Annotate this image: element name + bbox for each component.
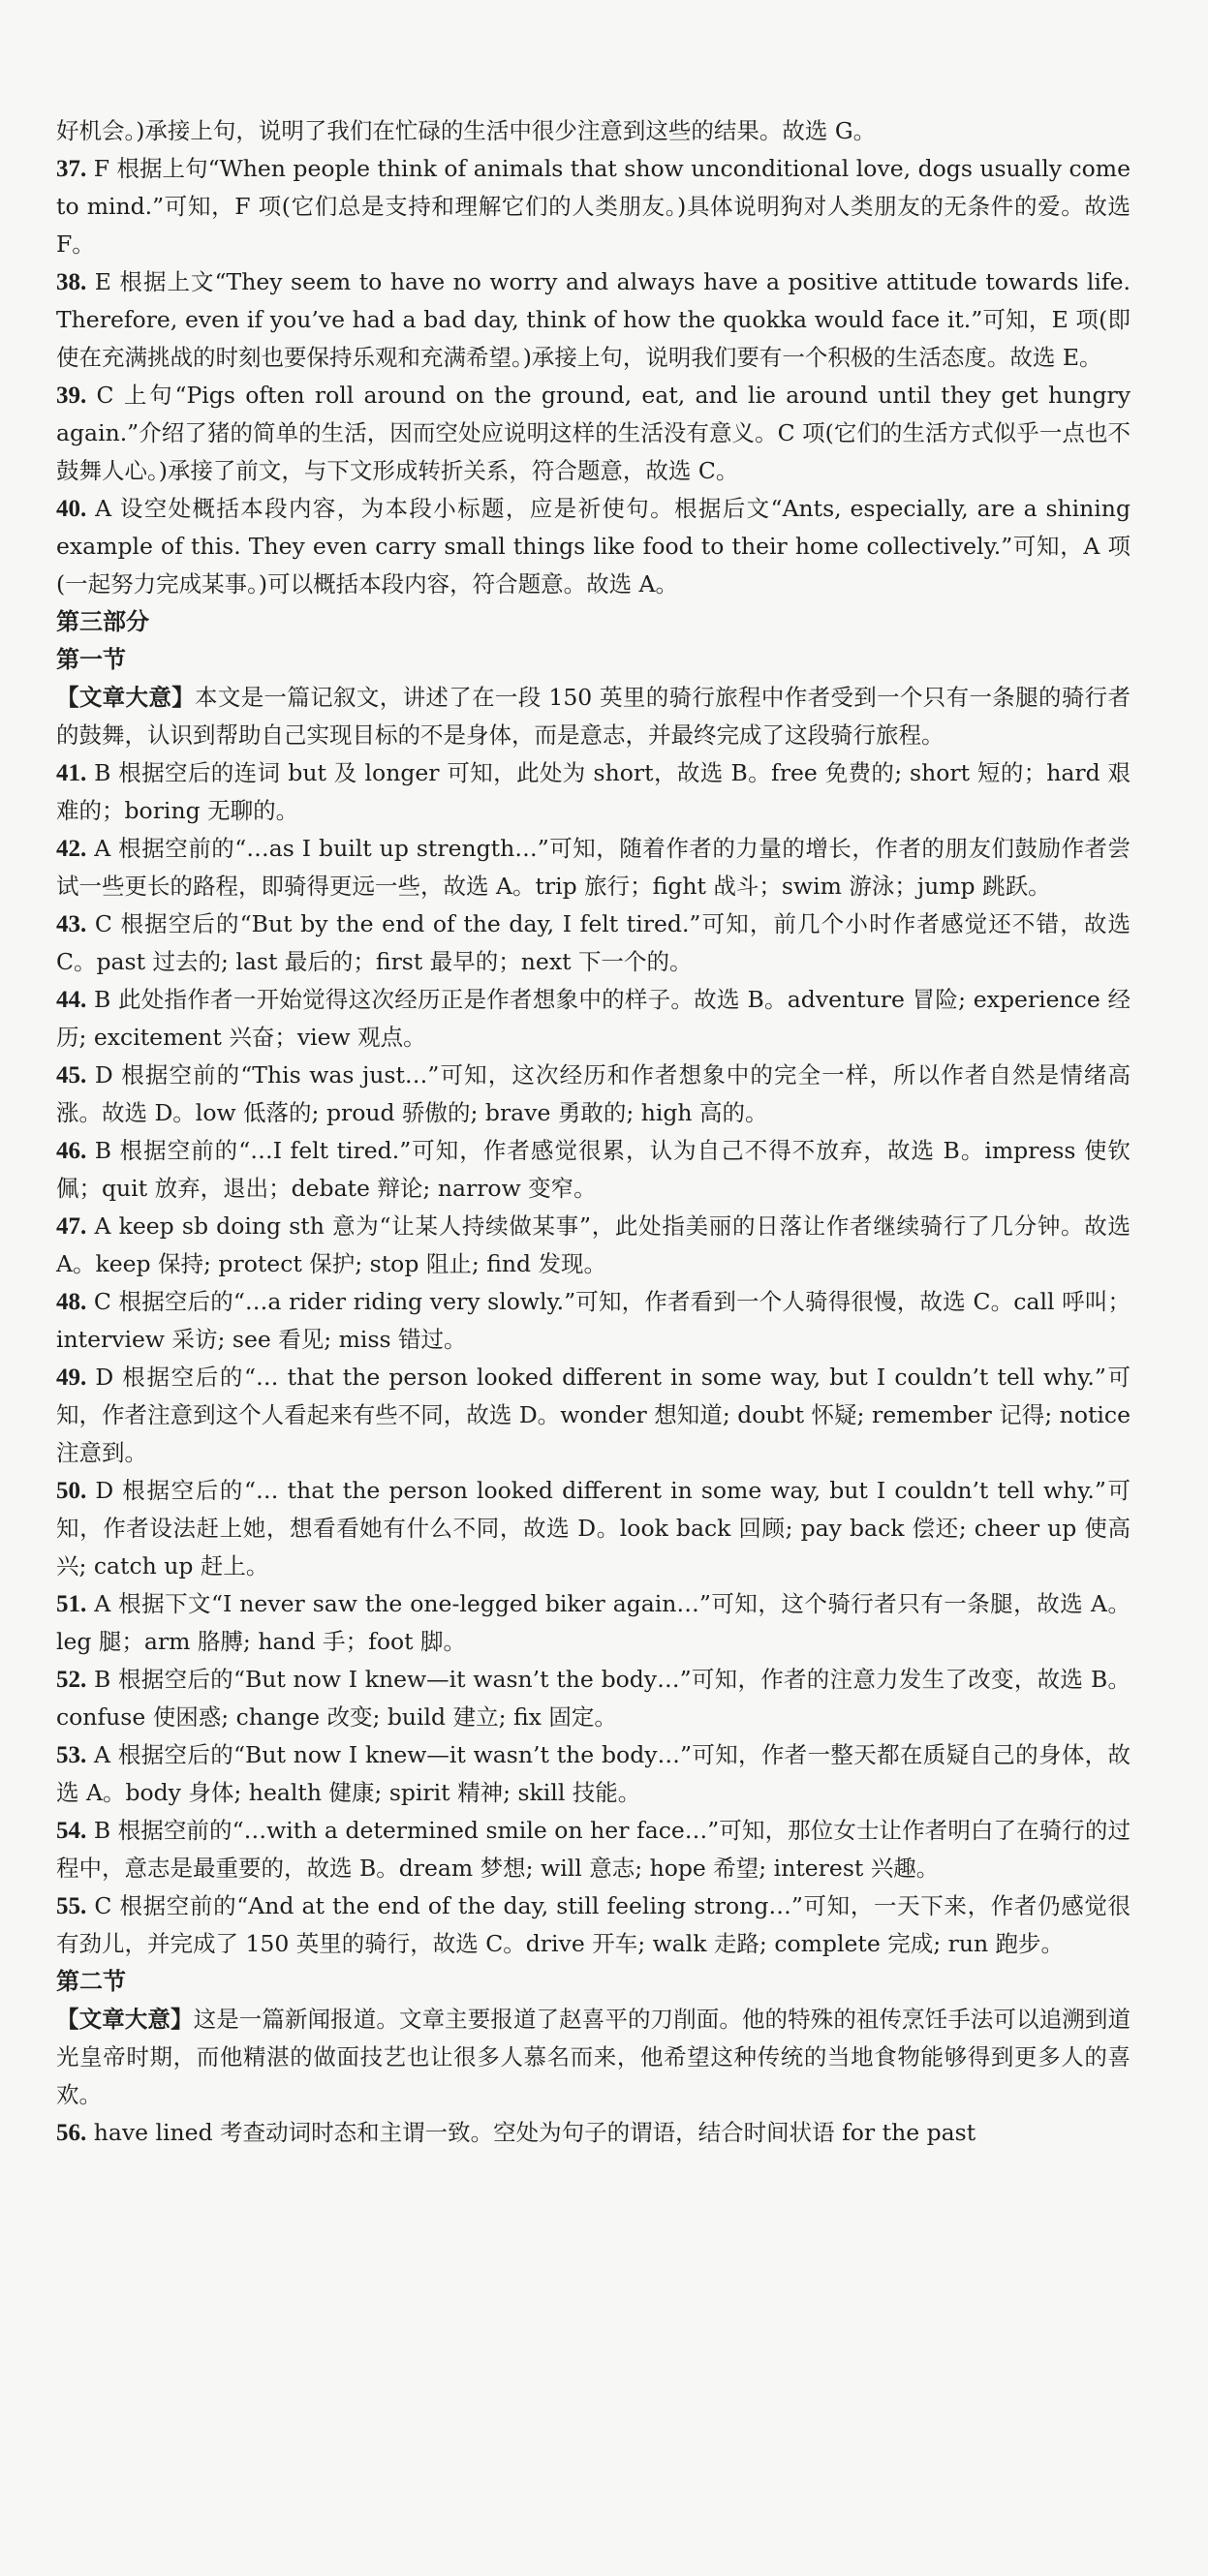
- item-number: 49.: [56, 1365, 87, 1391]
- item-number: 48.: [56, 1289, 87, 1315]
- answer-item: [56, 2114, 1131, 2152]
- answer-item: [56, 112, 1131, 150]
- item-number: 41.: [56, 760, 87, 786]
- item-number: 43.: [56, 911, 87, 937]
- section-heading: 第二节: [56, 1968, 126, 1995]
- answer-item: [56, 1208, 1131, 1283]
- item-text: B 根据空后的“But now I knew—it wasn’t the body…”可知，作者的注意力发生了改变，故选 B。confuse 使困惑; change 改变; build 建立; fix 固定。: [56, 1666, 1131, 1731]
- article-summary: [56, 679, 1131, 754]
- answer-item: [56, 490, 1131, 603]
- part-heading: 第三部分: [56, 608, 149, 635]
- item-number: 53.: [56, 1742, 87, 1768]
- item-text: F 根据上句“When people think of animals that show unconditional love, dogs usually come to mind.”可知，F 项(它们总是支持和理解它们的人类朋友。)具体说明狗对人类朋友的无条件的爱。故选 F。: [56, 155, 1131, 258]
- answer-item: [56, 1585, 1131, 1661]
- answer-item: [56, 1736, 1131, 1812]
- item-number: 50.: [56, 1478, 87, 1504]
- item-text: E 根据上文“They seem to have no worry and always have a positive attitude towards life. Therefore, even if you’ve had a bad day, think of how the quokka would face it.”可知，E 项(即使在充满挑战的时刻也要保持乐观和充满希望。)承接上句，说明我们要有一个积极的生活态度。故选 E。: [56, 268, 1131, 371]
- item-number: 52.: [56, 1667, 87, 1693]
- item-number: 56.: [56, 2120, 87, 2146]
- article-summary: [56, 2001, 1131, 2114]
- answer-item: [56, 754, 1131, 830]
- item-number: 45.: [56, 1062, 87, 1089]
- item-text: have lined 考查动词时态和主谓一致。空处为句子的谓语，结合时间状语 for the past: [86, 2119, 976, 2146]
- item-text: B 根据空前的“…I felt tired.”可知，作者感觉很累，认为自己不得不放弃，故选 B。impress 使钦佩；quit 放弃，退出；debate 辩论; narrow 变窄。: [56, 1137, 1131, 1202]
- item-text: A 根据空后的“But now I knew—it wasn’t the body…”可知，作者一整天都在质疑自己的身体，故选 A。body 身体; health 健康; spirit 精神; skill 技能。: [56, 1741, 1131, 1806]
- item-number: 42.: [56, 836, 87, 862]
- item-text: B 此处指作者一开始觉得这次经历正是作者想象中的样子。故选 B。adventure 冒险; experience 经历; excitement 兴奋；view 观点。: [56, 986, 1131, 1051]
- answer-item: [56, 150, 1131, 263]
- summary-label: 【文章大意】: [56, 2006, 194, 2033]
- item-number: 54.: [56, 1818, 87, 1844]
- item-text: A 设空处概括本段内容，为本段小标题，应是祈使句。根据后文“Ants, especially, are a shining example of this. They even carry small things like food to their home collectively.”可知，A 项(一起努力完成某事。)可以概括本段内容，符合题意。故选 A。: [56, 495, 1131, 598]
- answer-item: [56, 1812, 1131, 1887]
- answer-item: [56, 1132, 1131, 1208]
- answer-item: [56, 1661, 1131, 1736]
- answer-item: [56, 1283, 1131, 1359]
- item-number: 46.: [56, 1138, 87, 1164]
- item-number: 44.: [56, 987, 87, 1013]
- item-text: 好机会。)承接上句，说明了我们在忙碌的生活中很少注意到这些的结果。故选 G。: [56, 117, 877, 144]
- item-number: 37.: [56, 156, 87, 182]
- item-text: C 根据空后的“…a rider riding very slowly.”可知，作者看到一个人骑得很慢，故选 C。call 呼叫；interview 采访; see 看见; miss 错过。: [56, 1288, 1131, 1353]
- answer-item: [56, 1359, 1131, 1472]
- answer-item: [56, 1887, 1131, 1963]
- item-text: B 根据空前的“…with a determined smile on her face…”可知，那位女士让作者明白了在骑行的过程中，意志是最重要的，故选 B。dream 梦想; will 意志; hope 希望; interest 兴趣。: [56, 1817, 1131, 1882]
- item-text: B 根据空后的连词 but 及 longer 可知，此处为 short，故选 B。free 免费的; short 短的；hard 艰难的；boring 无聊的。: [56, 759, 1131, 824]
- item-text: D 根据空前的“This was just…”可知，这次经历和作者想象中的完全一样，所以作者自然是情绪高涨。故选 D。low 低落的; proud 骄傲的; brave 勇敢的; high 高的。: [56, 1061, 1131, 1126]
- answer-item: [56, 905, 1131, 981]
- answer-item: [56, 981, 1131, 1057]
- answer-item: [56, 1472, 1131, 1585]
- item-number: 39.: [56, 383, 87, 409]
- answer-item: [56, 1057, 1131, 1132]
- answer-item: [56, 830, 1131, 905]
- item-number: 55.: [56, 1893, 87, 1919]
- item-number: 51.: [56, 1591, 87, 1617]
- item-text: A 根据空前的“…as I built up strength…”可知，随着作者的力量的增长，作者的朋友们鼓励作者尝试一些更长的路程，即骑得更远一些，故选 A。trip 旅行；fight 战斗；swim 游泳；jump 跳跃。: [56, 835, 1131, 900]
- answer-item: [56, 377, 1131, 490]
- section-heading: 第一节: [56, 646, 126, 673]
- item-text: D 根据空后的“… that the person looked different in some way, but I couldn’t tell why.”可知，作者设法赶上她，想看看她有什么不同，故选 D。look back 回顾; pay back 偿还; cheer up 使高兴; catch up 赶上。: [56, 1477, 1131, 1579]
- summary-text: 本文是一篇记叙文，讲述了在一段 150 英里的骑行旅程中作者受到一个只有一条腿的骑行者的鼓舞，认识到帮助自己实现目标的不是身体，而是意志，并最终完成了这段骑行旅程。: [56, 684, 1131, 749]
- item-text: C 根据空前的“And at the end of the day, still feeling strong…”可知，一天下来，作者仍感觉很有劲儿，并完成了 150 英里的骑行，故选 C。drive 开车; walk 走路; complete 完成; run 跑步。: [56, 1892, 1131, 1957]
- item-text: D 根据空后的“… that the person looked different in some way, but I couldn’t tell why.”可知，作者注意到这个人看起来有些不同，故选 D。wonder 想知道; doubt 怀疑; remember 记得; notice 注意到。: [56, 1364, 1131, 1466]
- item-text: A 根据下文“I never saw the one-legged biker again…”可知，这个骑行者只有一条腿，故选 A。leg 腿；arm 胳膊; hand 手；foot 脚。: [56, 1590, 1131, 1655]
- item-number: 47.: [56, 1213, 87, 1240]
- item-text: A keep sb doing sth 意为“让某人持续做某事”，此处指美丽的日落让作者继续骑行了几分钟。故选 A。keep 保持; protect 保护; stop 阻止; find 发现。: [56, 1212, 1131, 1277]
- item-number: 40.: [56, 496, 87, 522]
- item-text: C 根据空后的“But by the end of the day, I felt tired.”可知，前几个小时作者感觉还不错，故选 C。past 过去的; last 最后的；first 最早的；next 下一个的。: [56, 910, 1131, 975]
- item-number: 38.: [56, 269, 87, 295]
- summary-text: 这是一篇新闻报道。文章主要报道了赵喜平的刀削面。他的特殊的祖传烹饪手法可以追溯到道光皇帝时期，而他精湛的做面技艺也让很多人慕名而来，他希望这种传统的当地食物能够得到更多人的喜欢。: [56, 2006, 1131, 2108]
- summary-label: 【文章大意】: [56, 684, 196, 711]
- answer-item: [56, 263, 1131, 377]
- item-text: C 上句“Pigs often roll around on the ground, eat, and lie around until they get hungry again.”介绍了猪的简单的生活，因而空处应说明这样的生活没有意义。C 项(它们的生活方式似乎一点也不鼓舞人心。)承接了前文，与下文形成转折关系，符合题意，故选 C。: [56, 382, 1131, 484]
